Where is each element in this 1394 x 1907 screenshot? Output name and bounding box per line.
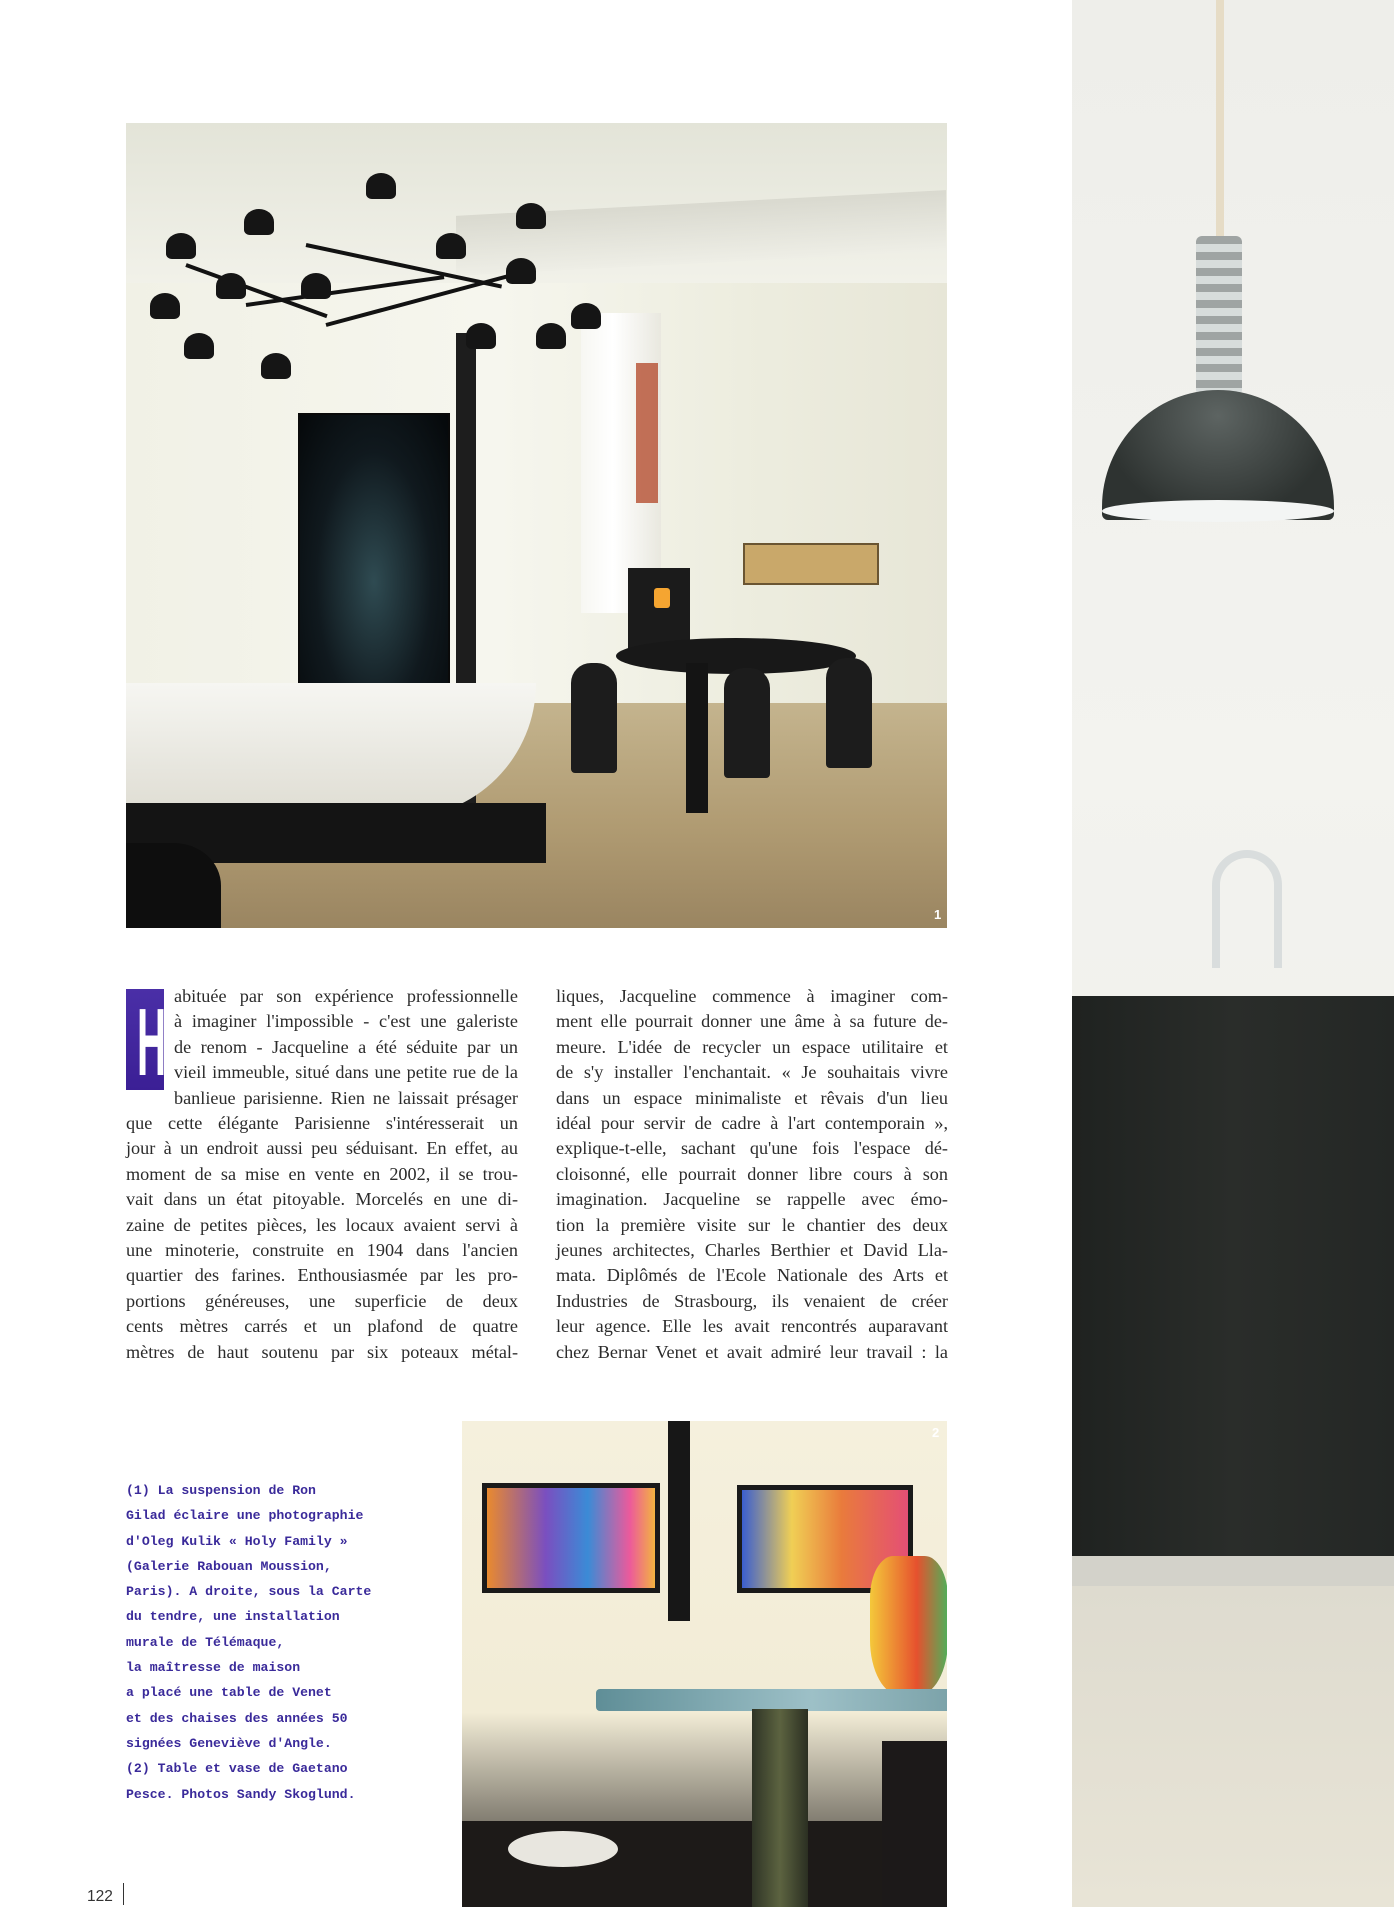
caption-line: la maîtresse de maison: [126, 1660, 301, 1676]
caption-line: (1) La suspension de Ron: [126, 1483, 316, 1498]
caption-line: (2) Table et vase de Gaetano: [126, 1761, 348, 1777]
text-line: dans un espace minimaliste et rêvais d'un lieu: [556, 1087, 948, 1108]
article-text: [126, 984, 518, 1365]
photo-pillar: [668, 1421, 690, 1621]
text-line: à imaginer l'impossible - c'est une galeriste: [174, 1011, 518, 1032]
caption-line: d'Oleg Kulik « Holy Family »: [126, 1533, 348, 1549]
photo-wall-installation: [743, 543, 879, 585]
text-line: tion la première visite sur le chantier des deux: [556, 1214, 948, 1235]
photo-chair: [826, 658, 872, 768]
text-line: abituée par son expérience professionnelle: [174, 986, 518, 1006]
photo-holy-family-artwork: [298, 413, 450, 695]
photo-chair: [571, 663, 617, 773]
photo-table-top: [596, 1689, 947, 1711]
text-line: mètres de haut soutenu par six poteaux métal-: [126, 1341, 518, 1362]
text-line: cents mètres carrés et un plafond de quatre: [126, 1316, 518, 1337]
photo-bowl: [508, 1831, 618, 1867]
text-line: de renom - Jacqueline a été séduite par un: [174, 1036, 518, 1057]
article-text: [556, 984, 948, 1365]
photo-living-room: [126, 123, 947, 928]
text-line: Industries de Strasbourg, ils venaient de créer: [556, 1290, 948, 1311]
article-column-1: [126, 984, 518, 1365]
caption-line: a placé une table de Venet: [126, 1685, 332, 1701]
photo-stove-fire: [654, 588, 670, 608]
photo-pendant-lamp: [1072, 0, 1394, 1907]
photo-table-leg: [752, 1709, 808, 1907]
caption-line: (Galerie Rabouan Moussion,: [126, 1558, 332, 1574]
text-line: vieil immeuble, situé dans une petite rue de la: [174, 1062, 518, 1083]
page-number-rule: [123, 1883, 124, 1905]
text-line: portions généreuses, une superficie de deux: [126, 1290, 518, 1311]
caption-line: Paris). A droite, sous la Carte: [126, 1584, 372, 1600]
article-column-2: [556, 984, 948, 1365]
text-line: ment elle pourrait donner une âme à sa future de-: [556, 1011, 948, 1032]
text-line: de s'y installer l'enchantait. « Je souhaitais vivre: [556, 1062, 948, 1083]
photo-lower-floor: [1072, 1586, 1394, 1907]
drop-cap: H: [126, 989, 164, 1090]
text-line: banlieue parisienne. Rien ne laissait présager: [174, 1087, 518, 1108]
text-line: que cette élégante Parisienne s'intéresserait un: [126, 1113, 518, 1134]
text-line: vait dans un état pitoyable. Morcelés en une di-: [126, 1189, 518, 1210]
text-line: jeunes architectes, Charles Berthier et David Lla-: [556, 1240, 948, 1261]
text-line: liques, Jacqueline commence à imaginer com-: [556, 986, 948, 1006]
caption-line: murale de Télémaque,: [126, 1634, 285, 1650]
photo-faucet: [1212, 850, 1282, 968]
photo-window-frame: [636, 363, 658, 503]
caption-line: Pesce. Photos Sandy Skoglund.: [126, 1786, 356, 1802]
photo-lamp-cord: [1216, 0, 1224, 240]
photo-coffee-table: [126, 843, 221, 928]
photo-lamp-rim: [1102, 500, 1334, 522]
text-line: zaine de petites pièces, les locaux avaient servi à: [126, 1214, 518, 1235]
photo-pesce-vase: [870, 1556, 947, 1696]
photo-ledge: [1072, 1556, 1394, 1586]
text-line: leur agence. Elle les avait rencontrés auparavant: [556, 1316, 948, 1337]
text-line: meure. L'idée de recycler un espace utilitaire et: [556, 1036, 948, 1057]
caption-line: et des chaises des années 50: [126, 1710, 348, 1726]
text-line: chez Bernar Venet et avait admiré leur travail : la: [556, 1341, 948, 1362]
photo-number: 2: [932, 1425, 940, 1440]
photo-caption: [126, 1478, 372, 1807]
text-line: idéal pour servir de cadre à l'art contemporain »,: [556, 1113, 948, 1134]
photo-lamp-socket: [1196, 236, 1242, 396]
text-line: moment de sa mise en vente en 2002, il se trou-: [126, 1163, 518, 1184]
photo-framed-artwork: [482, 1483, 660, 1593]
text-line: explique-t-elle, sachant qu'une fois l'espace dé-: [556, 1138, 948, 1159]
text-line: jour à un endroit aussi peu séduisant. En effet, au: [126, 1138, 518, 1159]
text-line: imagination. Jacqueline se rappelle avec émo-: [556, 1189, 948, 1210]
caption-line: du tendre, une installation: [126, 1609, 340, 1625]
caption-line: signées Geneviève d'Angle.: [126, 1735, 332, 1751]
photo-table-and-vase: [462, 1421, 947, 1907]
photo-dining-table-leg: [686, 663, 708, 813]
text-line: cloisonné, elle pourrait donner libre cours à son: [556, 1163, 948, 1184]
photo-dark-wall: [1072, 996, 1394, 1556]
page-number: 122: [87, 1888, 113, 1905]
text-line: une minoterie, construite en 1904 dans l'ancien: [126, 1240, 518, 1261]
photo-number: 1: [934, 907, 942, 922]
text-line: mata. Diplômés de l'Ecole Nationale des Arts et: [556, 1265, 948, 1286]
caption-line: Gilad éclaire une photographie: [126, 1508, 364, 1524]
photo-chair: [724, 668, 770, 778]
photo-side-stand: [882, 1741, 947, 1907]
text-line: quartier des farines. Enthousiasmée par les pro-: [126, 1265, 518, 1286]
